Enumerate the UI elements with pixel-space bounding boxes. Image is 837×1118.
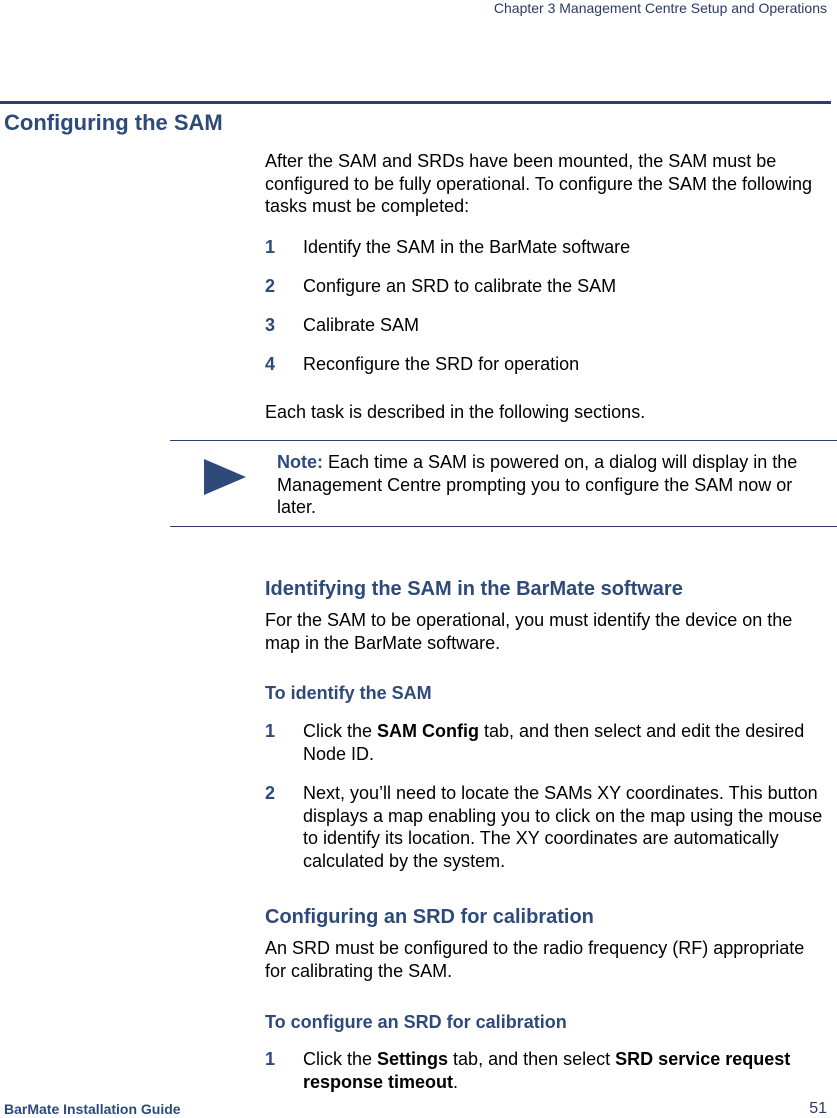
task-number: 1 xyxy=(265,237,276,257)
procedure-step xyxy=(265,782,825,872)
task-item xyxy=(265,353,825,376)
title-rule xyxy=(0,101,831,104)
step-number: 1 xyxy=(265,1049,276,1069)
calibration-heading: Configuring an SRD for calibration xyxy=(265,906,594,928)
intro-paragraph: After the SAM and SRDs have been mounted, the SAM must be configured to be fully operational. To configure the SAM the following tasks must be completed: xyxy=(265,151,813,216)
step-text-part: Click the xyxy=(303,721,378,741)
note-text: Each time a SAM is powered on, a dialog will display in the Management Centre prompting you to configure the SAM now or later. xyxy=(277,452,798,517)
step-text: Next, you’ll need to locate the SAMs XY coordinates. This button displays a map enabling you to click on the map using the mouse to identify its location. The XY coordinates are automatically calculated by the system. xyxy=(303,783,823,871)
step-text-part: tab, and then select and edit the desired Node ID. xyxy=(303,721,805,764)
step-number: 2 xyxy=(265,783,276,803)
task-text: Identify the SAM in the BarMate software xyxy=(303,237,631,257)
identify-procedure-heading: To identify the SAM xyxy=(265,683,432,703)
step-text-part: . xyxy=(453,1071,459,1092)
step-text xyxy=(303,720,825,765)
calibration-paragraph: An SRD must be configured to the radio frequency (RF) appropriate for calibrating the SAM. xyxy=(265,938,805,981)
note-box xyxy=(277,451,827,519)
page-number: 51 xyxy=(809,1100,827,1117)
calibration-procedure-heading: To configure an SRD for calibration xyxy=(265,1012,567,1032)
note-label: Note: xyxy=(277,452,323,472)
step-text-part: Click the xyxy=(303,1049,378,1069)
task-number: 3 xyxy=(265,315,276,335)
procedure-step xyxy=(265,1048,825,1093)
task-text: Reconfigure the SRD for operation xyxy=(303,354,580,374)
section-title: Configuring the SAM xyxy=(4,110,223,135)
task-item xyxy=(265,236,825,259)
step-text-part: tab, and then select xyxy=(448,1049,616,1069)
identify-heading: Identifying the SAM in the BarMate software xyxy=(265,578,683,600)
outro-paragraph: Each task is described in the following sections. xyxy=(265,402,646,422)
task-item xyxy=(265,275,825,298)
step-text xyxy=(303,1048,825,1093)
note-arrow-icon xyxy=(204,459,246,495)
task-item xyxy=(265,314,825,337)
task-text: Calibrate SAM xyxy=(303,315,420,335)
sam-config-tab-label: SAM Config xyxy=(377,721,480,741)
srd-timeout-option-label: SRD service request response timeout xyxy=(303,1049,791,1092)
procedure-step xyxy=(265,720,825,765)
note-top-rule xyxy=(170,440,837,441)
running-header: Chapter 3 Management Centre Setup and Operations xyxy=(493,0,827,16)
task-text: Configure an SRD to calibrate the SAM xyxy=(303,276,617,296)
footer-guide-title: BarMate Installation Guide xyxy=(4,1101,181,1117)
identify-paragraph: For the SAM to be operational, you must identify the device on the map in the BarMate software. xyxy=(265,610,793,653)
settings-tab-label: Settings xyxy=(377,1049,449,1069)
task-number: 2 xyxy=(265,276,276,296)
step-number: 1 xyxy=(265,721,276,741)
note-bottom-rule xyxy=(170,526,837,527)
task-number: 4 xyxy=(265,354,276,374)
